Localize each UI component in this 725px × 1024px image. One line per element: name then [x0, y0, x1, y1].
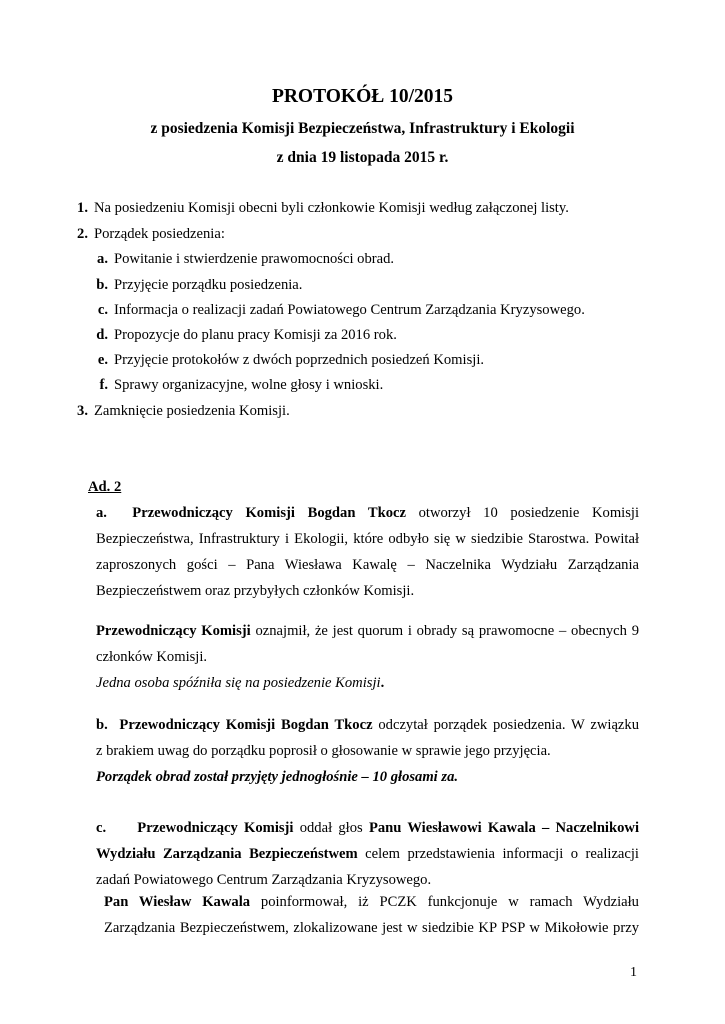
agenda-item-2-number: 2.: [77, 226, 88, 242]
agenda-item-3: [62, 403, 290, 420]
agenda-subitem: [82, 302, 585, 319]
section-b-result: Porządek obrad został przyjęty jednogłośnie – 10 głosami za.: [96, 769, 459, 785]
section-b-speaker: Przewodniczący Komisji Bogdan Tkocz: [119, 717, 373, 733]
agenda-subitem: [82, 352, 484, 369]
late-note-period: .: [380, 675, 385, 691]
agenda-item-1-text: Na posiedzeniu Komisji obecni byli członkowie Komisji według załączonej listy.: [94, 200, 569, 216]
agenda-item-1-number: 1.: [77, 200, 88, 216]
section-c-line: [96, 841, 639, 867]
section-a-speaker: Przewodniczący Komisji Bogdan Tkocz: [132, 505, 406, 521]
section-c-text-2: celem przedstawienia informacji o realizacji: [357, 846, 639, 862]
quorum-line: członków Komisji.: [96, 649, 208, 665]
section-c-letter: c.: [96, 820, 107, 836]
late-note: [96, 670, 639, 696]
section-c-speaker: Przewodniczący Komisji: [137, 820, 294, 836]
quorum-line: [96, 618, 639, 644]
agenda-subitem-letter: a.: [97, 251, 108, 267]
section-a-line: [96, 500, 639, 526]
agenda-subitem: [82, 327, 397, 344]
agenda-item-1: [62, 200, 569, 217]
agenda-item-3-number: 3.: [77, 403, 88, 419]
document-date: z dnia 19 listopada 2015 r.: [276, 149, 449, 166]
section-a-line: zaproszonych gości – Pana Wiesława Kawalę – Naczelnika Wydziału Zarządzania: [96, 557, 639, 573]
agenda-subitem-letter: e.: [97, 352, 108, 368]
agenda-subitem-text: Propozycje do planu pracy Komisji za 2016 rok.: [114, 327, 397, 343]
agenda-subitem: [82, 251, 394, 268]
section-c-text: oddał głos: [293, 820, 369, 836]
page-number: 1: [630, 965, 637, 980]
quorum-paragraph: [96, 618, 639, 696]
agenda-subitem-letter: c.: [97, 302, 108, 318]
report-paragraph: [104, 889, 639, 941]
section-a-line: Bezpieczeństwa, Infrastruktury i Ekologii, które odbyło się w siedzibie Starostwa. Powitał: [96, 531, 639, 547]
section-c-line: zadań Powiatowego Centrum Zarządzania Kryzysowego.: [96, 872, 432, 888]
agenda-subitem-text: Przyjęcie porządku posiedzenia.: [114, 277, 303, 293]
section-heading: Ad. 2: [88, 479, 122, 495]
agenda-subitem-text: Sprawy organizacyjne, wolne głosy i wnioski.: [114, 377, 384, 393]
section-a-text: otworzył 10 posiedzenie Komisji: [405, 505, 640, 521]
agenda-subitem-letter: b.: [96, 277, 108, 293]
document-subtitle: z posiedzenia Komisji Bezpieczeństwa, Infrastruktury i Ekologii: [150, 120, 575, 137]
section-b-letter: b.: [96, 717, 108, 733]
section-b-paragraph: [96, 712, 639, 790]
agenda-subitem: [82, 377, 383, 394]
report-line: [104, 889, 639, 915]
quorum-text: oznajmił, że jest quorum i obrady są prawomocne – obecnych 9: [250, 623, 639, 639]
report-speaker: Pan Wiesław Kawala: [104, 894, 251, 910]
agenda-item-3-text: Zamknięcie posiedzenia Komisji.: [94, 403, 290, 419]
agenda-subitem: [82, 277, 302, 294]
section-c-guest: Panu Wiesławowi Kawala – Naczelnikowi: [368, 820, 639, 836]
section-a-line: Bezpieczeństwem oraz przybyłych członków Komisji.: [96, 583, 415, 599]
agenda-subitem-letter: d.: [96, 327, 108, 343]
section-a-letter: a.: [96, 505, 107, 521]
section-c-line: [96, 815, 639, 841]
section-c-paragraph: [96, 815, 639, 893]
agenda-item-2-text: Porządek posiedzenia:: [94, 226, 225, 242]
section-b-text: odczytał porządek posiedzenia. W związku: [372, 717, 639, 733]
section-c-department: Wydziału Zarządzania Bezpieczeństwem: [96, 846, 358, 862]
agenda-subitem-text: Przyjęcie protokołów z dwóch poprzednich posiedzeń Komisji.: [114, 352, 485, 368]
agenda-item-2: [62, 226, 225, 243]
agenda-subitem-text: Informacja o realizacji zadań Powiatowego Centrum Zarządzania Kryzysowego.: [114, 302, 585, 318]
section-a-paragraph: [96, 500, 639, 604]
quorum-speaker: Przewodniczący Komisji: [96, 623, 251, 639]
section-b-line: [96, 712, 639, 738]
section-b-line: z brakiem uwag do porządku poprosił o głosowanie w sprawie jego przyjęcia.: [96, 743, 551, 759]
report-line: Zarządzania Bezpieczeństwem, zlokalizowane jest w siedzibie KP PSP w Mikołowie przy: [104, 920, 639, 936]
document-title: PROTOKÓŁ 10/2015: [271, 86, 454, 107]
report-text: poinformował, iż PCZK funkcjonuje w ramach Wydziału: [250, 894, 639, 910]
agenda-subitem-text: Powitanie i stwierdzenie prawomocności obrad.: [114, 251, 395, 267]
late-note-text: Jedna osoba spóźniła się na posiedzenie Komisji: [96, 675, 381, 691]
agenda-subitem-letter: f.: [99, 377, 108, 393]
